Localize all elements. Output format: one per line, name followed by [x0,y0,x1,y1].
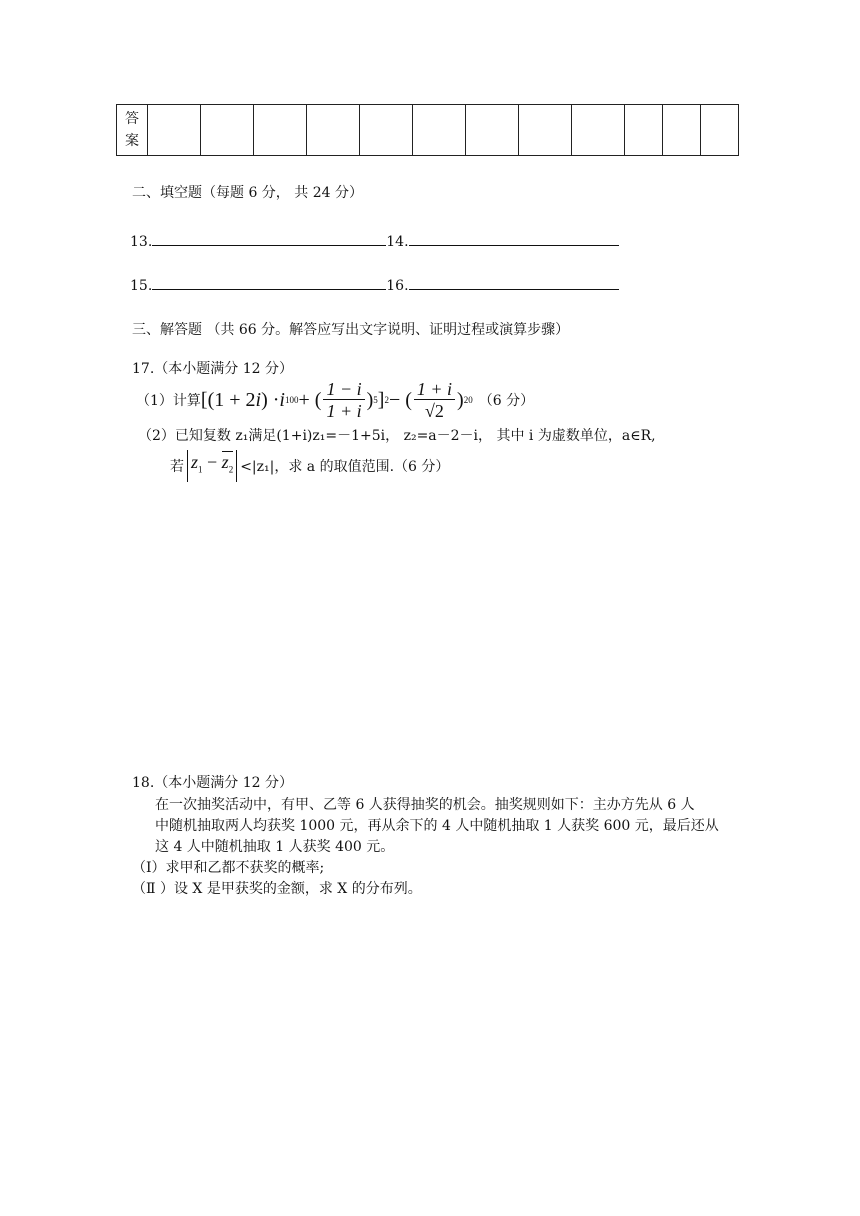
answer-header-char-2: 案 [125,133,139,149]
q18-header: 18.（本小题满分 12 分） [132,775,293,791]
answer-cell-4[interactable] [307,105,360,156]
answer-cell-7[interactable] [466,105,519,156]
q17-part2-line2 [170,450,449,482]
q14-blank[interactable] [409,231,619,246]
answer-table [116,104,739,156]
q17-p2-abs-expr [187,450,237,482]
answer-cell-9[interactable] [572,105,625,156]
q17-p1-open: [(1 + 2 [200,388,256,411]
q17-p1-close2: ) [457,388,464,411]
answer-cell-3[interactable] [254,105,307,156]
q17-p1-label: （1）计算 [136,393,201,409]
q17-p1-minus: − ( [388,388,412,411]
q17-p2-suffix: <|z₁|，求 a 的取值范围.（6 分） [240,458,450,475]
q16-label: 16. [386,278,409,294]
q17-p2-z1: z [191,452,199,472]
answer-cell-10[interactable] [625,105,663,156]
q15-blank[interactable] [152,275,386,290]
answer-header-char-1: 答 [125,111,139,127]
q17-p1-i1: i [255,388,262,411]
q17-p2-prefix: 若 [170,458,184,475]
q17-part1 [136,376,534,424]
q17-p1-score: （6 分） [478,393,535,409]
q13-label: 13. [130,234,153,250]
blank-row-15-16 [130,275,619,294]
q17-p1-exp2: 2 [384,395,389,405]
answer-cell-6[interactable] [413,105,466,156]
fill-blank-heading: 二、填空题（每题 6 分， 共 24 分） [132,185,363,201]
q17-p1-exp100: 100 [284,395,299,405]
answer-row [117,105,739,156]
q13-blank[interactable] [152,231,386,246]
q17-part2-line1: （2）已知复数 z₁满足(1+i)z₁=－1+5i， z₂=a－2－i， 其中 i 为虚数单位，a∈R, [138,428,656,444]
blank-row-13-14 [130,231,619,250]
q17-p2-minus: − [202,452,222,472]
q17-p1-frac1 [323,379,364,422]
q17-p1-frac1-den: 1 + i [326,400,362,421]
q18-line2: 中随机抽取两人均获奖 1000 元，再从余下的 4 人中随机抽取 1 人获奖 600 元，最后还从 [155,818,719,834]
q18-line3: 这 4 人中随机抽取 1 人获奖 400 元。 [155,839,395,855]
q17-p2-sub1: 1 [198,464,203,475]
answer-cell-2[interactable] [201,105,254,156]
answer-row-header [117,105,148,156]
answer-cell-12[interactable] [701,105,739,156]
q17-p2-z2: z [221,452,229,472]
q18-line1: 在一次抽奖活动中，有甲、乙等 6 人获得抽奖的机会。抽奖规则如下：主办方先从 6 人 [155,797,695,813]
q17-p1-close: ) [366,388,374,411]
q17-p1-plus: + ( [298,388,322,411]
answer-cell-8[interactable] [519,105,572,156]
solve-heading: 三、解答题 （共 66 分。解答应写出文字说明、证明过程或演算步骤） [132,322,570,338]
answer-cell-5[interactable] [360,105,413,156]
q17-p2-conj-bar [222,451,234,473]
q14-label: 14. [386,234,409,250]
answer-cell-11[interactable] [663,105,701,156]
q17-p1-bracket-close: ] [377,388,385,411]
q17-p2-sub2: 2 [228,464,234,475]
q18-part-1: （Ⅰ）求甲和乙都不获奖的概率; [132,860,325,876]
q17-header: 17.（本小题满分 12 分） [132,361,293,377]
q18-part-2: （Ⅱ ）设 X 是甲获奖的金额，求 X 的分布列。 [132,881,422,897]
q17-p1-exp5: 5 [373,395,378,405]
q17-p1-exp20: 20 [463,395,473,405]
q17-p1-mid1: ) · [261,388,280,411]
q15-label: 15. [130,278,153,294]
q17-p1-frac2-den: √2 [425,400,444,421]
q17-p1-i2: i [279,388,285,411]
answer-cell-1[interactable] [148,105,201,156]
q17-p1-frac1-num: 1 − i [323,379,364,400]
q16-blank[interactable] [409,275,619,290]
q17-p1-frac2 [414,379,455,422]
q17-p1-frac2-num: 1 + i [414,379,455,400]
